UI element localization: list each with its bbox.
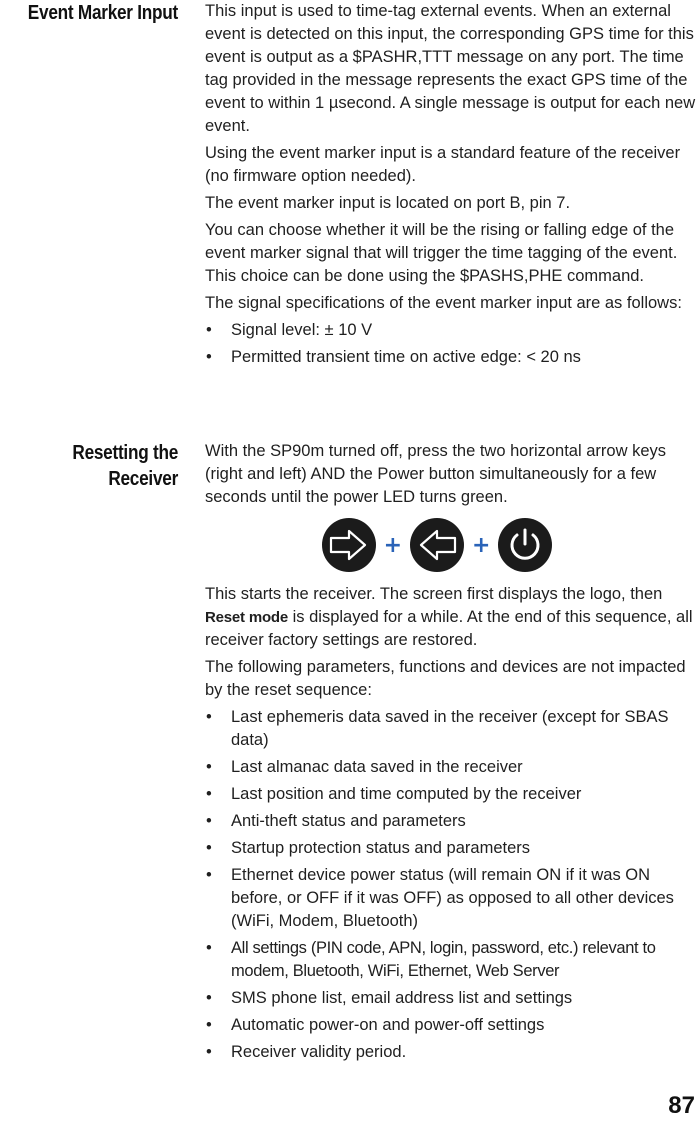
params-intro: The following parameters, functions and devices are not impacted by the reset sequence: [205, 658, 686, 699]
right-arrow-key-icon [322, 518, 376, 572]
page-number: 87 [668, 1092, 695, 1119]
event-marker-heading: Event Marker Input [27, 2, 178, 24]
list-item: • Last position and time computed by the receiver [205, 783, 699, 806]
event-marker-paragraph-1: This input is used to time-tag external events. When an external event is detected on this input, the corresponding GPS time for this event is output as a $PASHR,TTT message on any port. The time tag provided in the message represents the exact GPS time of the event to within 1 µsecond. A single message is output for each new event. [205, 2, 696, 135]
list-item: • Signal level: ± 10 V [205, 319, 699, 342]
list-item: • Anti-theft status and parameters [205, 810, 699, 833]
signal-spec-list [205, 319, 699, 369]
event-marker-paragraph-4: You can choose whether it will be the rising or falling edge of the event marker signal that will trigger the time tagging of the event. This choice can be done using the $PASHS,PHE command. [205, 221, 678, 285]
list-item: • Ethernet device power status (will remain ON if it was ON before, or OFF if it was OFF) as opposed to all other devices (WiFi, Modem, Bluetooth) [205, 864, 699, 933]
left-arrow-key-icon [410, 518, 464, 572]
list-item: • Receiver validity period. [205, 1041, 699, 1064]
key-combination [205, 513, 699, 577]
list-item: • SMS phone list, email address list and settings [205, 987, 699, 1010]
event-marker-paragraph-2: Using the event marker input is a standard feature of the receiver (no firmware option needed). [205, 144, 681, 185]
reset-intro: With the SP90m turned off, press the two horizontal arrow keys (right and left) AND the Power button simultaneously for a few seconds until the power LED turns green. [205, 442, 666, 506]
list-item: • All settings (PIN code, APN, login, password, etc.) relevant to modem, Bluetooth, WiFi, Ethernet, Web Server [205, 937, 699, 983]
reset-mode-label: Reset mode [205, 609, 289, 626]
reset-heading: Resetting the Receiver [72, 442, 178, 490]
event-marker-paragraph-3: The event marker input is located on port B, pin 7. [205, 194, 571, 212]
list-item: • Last almanac data saved in the receiver [205, 756, 699, 779]
reset-description: This starts the receiver. The screen first displays the logo, then Reset mode is displayed for a while. At the end of this sequence, all receiver factory settings are restored. [205, 585, 693, 649]
list-item: • Startup protection status and parameters [205, 837, 699, 860]
reset-body [205, 440, 699, 1068]
unaffected-params-list [205, 706, 699, 1064]
plus-symbol: + [472, 532, 491, 558]
plus-symbol: + [383, 532, 402, 558]
list-item: • Permitted transient time on active edge: < 20 ns [205, 346, 699, 369]
list-item: • Automatic power-on and power-off settings [205, 1014, 699, 1037]
event-marker-body [205, 0, 699, 373]
list-item: • Last ephemeris data saved in the receiver (except for SBAS data) [205, 706, 699, 752]
power-button-icon [498, 518, 552, 572]
event-marker-paragraph-5: The signal specifications of the event marker input are as follows: [205, 294, 682, 312]
